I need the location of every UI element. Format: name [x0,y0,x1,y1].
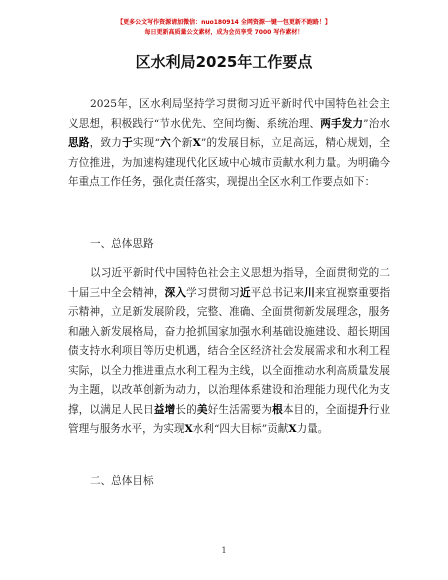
bold-text-run: 思路 [68,137,90,149]
section-heading-1: 一、总体思路 [90,238,154,250]
text-run: ，致力 [89,137,123,149]
text-run: 长的 [175,403,197,416]
text-run: 实现“ [132,137,160,149]
text-run: 平总书记来 [250,286,305,299]
promo-banner-line-1: 【更多公文写作资源请加微信：nuo180914 全网资源一键一包更新不跑路！】 [117,19,331,26]
text-run: ”的发展目标，立足高远，精心规划，全方位推进，为加速构建现代化区域中心城市贡献水利力量。为明确今年重点工作任务，强化责任落实，现提出全区水利工作要点如下： [68,137,391,188]
bold-text-run: X [192,137,201,149]
page-number: 1 [221,546,227,555]
intro-paragraph [68,95,390,193]
bold-text-run: 根 [272,403,283,416]
bold-text-run: 于 [122,137,133,149]
text-run: ”治水 [363,117,391,130]
bold-text-run: 川 [304,286,316,299]
bold-text-run: X [184,423,193,435]
text-run: 行业管理与服务水平，为实现 [68,403,391,435]
text-run: 来宜视察重要指示精神，立足新发展阶段，完整、准确、全面贯彻新发展理念，服务和融入新发展格局，奋力抢抓国家加强水利基础设施建设、超长期国债支持水利项目等历史机遇，结合全区经济社会发展需求和水利工程实际，以全力推进重点水利工程为主线，以全面推动水利高质量发展为主题，以改革创新为动力，以治理体系建设和治理能力现代化为支撑，以满足人民日 [68,286,391,416]
bold-text-run: 美 [196,403,208,416]
text-run: 2025年，区水利局坚持学习贯彻习近平新时代中国特色社会主义思想，积极践行“节水优先、空间均衡、系统治理、 [68,98,390,130]
bold-text-run: 升 [357,403,369,416]
text-run: 学习贯彻习 [186,286,240,299]
bold-text-run: 近 [239,286,251,299]
text-run: 好生活需要为 [207,403,273,416]
text-run: 本目的，全面提 [282,403,358,416]
document-title: 区水利局2025年工作要点 [135,53,313,71]
text-run: 力量。 [296,423,329,435]
bold-text-run: 六 [159,137,171,149]
bold-text-run: 两手发力 [320,117,364,130]
bold-text-run: 深入 [164,286,187,299]
bold-text-run: X [288,423,297,435]
text-run: 水利“四大目标”贡献 [192,423,289,435]
text-run: 个新 [170,137,193,149]
text-run: 以习近平新时代中国特色社会主义思想为指导，全面贯彻党的二十届三中全会精神， [68,267,390,299]
section-heading-2: 二、总体目标 [90,475,154,487]
promo-banner-line-2: 每日更新高质量公文素材，成为会员享受 7000 写作素材！ [144,29,304,36]
bold-text-run: 益增 [153,403,176,416]
section-1-paragraph [68,264,390,440]
